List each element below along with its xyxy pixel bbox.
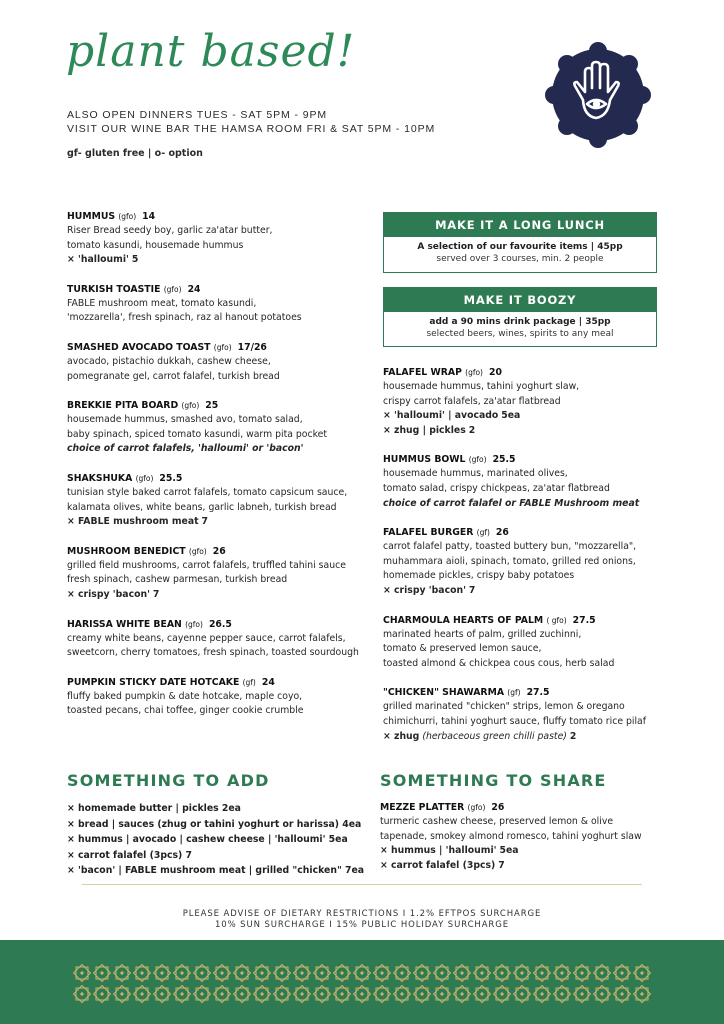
item-heading: [67, 283, 367, 297]
menu-title: plant based!: [66, 26, 356, 77]
pattern-motif: [274, 986, 291, 1003]
extra-price: 7: [468, 584, 476, 596]
item-name: HUMMUS: [67, 211, 116, 222]
right-menu-column: [383, 366, 683, 759]
item-name: MEZZE PLATTER: [380, 802, 465, 813]
pattern-motif: [74, 965, 91, 982]
item-name: TURKISH TOASTIE: [67, 283, 161, 295]
item-heading: [380, 801, 680, 815]
item-description: tapenade, smokey almond romesco, tahini yoghurt slaw: [380, 830, 642, 842]
extra-label: × zhug: [383, 730, 420, 742]
boozy-title: MAKE IT BOOZY: [384, 288, 656, 312]
add-line: × hummus | avocado | cashew cheese | 'halloumi' 5ea: [67, 834, 348, 845]
item-dietary-tag: (gfo): [163, 284, 182, 294]
item-extra: [380, 859, 680, 874]
item-dietary-tag: (gf): [476, 528, 490, 538]
hamsa-logo: [545, 42, 651, 148]
item-description: baby spinach, spiced tomato kasundi, warm pita pocket: [67, 428, 327, 440]
pattern-motif: [94, 986, 111, 1003]
menu-item: [383, 686, 683, 744]
item-description: fluffy baked pumpkin & date hotcake, maple coyo,: [67, 690, 303, 702]
pattern-motif: [314, 986, 331, 1003]
item-name: SHAKSHUKA: [67, 472, 133, 484]
item-dietary-tag: (gfo): [188, 546, 207, 556]
boozy-detail: selected beers, wines, spirits to any meal: [426, 329, 614, 339]
item-description: grilled marinated "chicken" strips, lemon & oregano: [383, 701, 625, 713]
item-description: homemade pickles, crispy baby potatoes: [383, 570, 575, 582]
pattern-motif: [114, 965, 131, 982]
item-price: 24: [261, 676, 275, 688]
item-choice: choice of carrot falafels, 'halloumi' or 'bacon': [67, 443, 304, 455]
item-dietary-tag: (gfo): [185, 619, 203, 629]
item-price: 25.5: [492, 454, 516, 466]
item-description: housemade hummus, marinated olives,: [383, 468, 568, 480]
pattern-motif: [394, 986, 411, 1003]
pattern-motif: [174, 965, 191, 982]
item-heading: [67, 618, 367, 632]
left-menu-column: [67, 210, 367, 734]
pattern-motif: [374, 986, 391, 1003]
pattern-motif: [294, 986, 311, 1003]
item-description: toasted almond & chickpea cous cous, herb salad: [383, 657, 615, 669]
pattern-motif: [214, 965, 231, 982]
menu-item: [383, 453, 683, 511]
pattern-motif: [174, 986, 191, 1003]
item-heading: [67, 341, 367, 355]
pattern-motif: [574, 965, 591, 982]
item-name: SMASHED AVOCADO TOAST: [67, 341, 211, 353]
extra-price: 7: [498, 859, 505, 871]
boozy-box: [383, 287, 657, 347]
extra-label: × FABLE mushroom meat: [67, 516, 199, 528]
pattern-motif: [194, 965, 211, 982]
pattern-motif: [494, 965, 511, 982]
item-price: 14: [142, 211, 156, 222]
dietary-notice: PLEASE ADVISE OF DIETARY RESTRICTIONS I 1.2% EFTPOS SURCHARGE: [182, 909, 542, 919]
extra-label: × zhug | pickles: [383, 424, 466, 436]
item-price: 20: [488, 367, 502, 378]
item-description: tunisian style baked carrot falafels, tomato capsicum sauce,: [67, 486, 348, 498]
item-dietary-tag: (gfo): [465, 368, 483, 377]
extra-price: 5ea: [499, 845, 519, 857]
add-line: × bread | sauces (zhug or tahini yoghurt or harissa) 4ea: [67, 818, 362, 830]
pattern-motif: [634, 965, 651, 982]
pattern-motif: [454, 965, 471, 982]
item-dietary-tag: ( gfo): [546, 615, 567, 625]
pattern-motif: [514, 986, 531, 1003]
extra-price: 7: [201, 516, 209, 528]
item-price: 27.5: [526, 687, 550, 699]
item-heading: [67, 210, 367, 224]
share-block: [380, 801, 680, 888]
item-description: crispy carrot falafels, za'atar flatbread: [383, 395, 561, 407]
item-description: avocado, pistachio dukkah, cashew cheese,: [67, 355, 271, 367]
pattern-motif: [274, 965, 291, 982]
menu-item: [67, 399, 367, 457]
pattern-motif: [114, 986, 131, 1003]
add-section-title: SOMETHING TO ADD: [67, 771, 270, 790]
pattern-motif: [354, 965, 371, 982]
pattern-motif: [254, 965, 271, 982]
item-description: tomato & preserved lemon sauce,: [383, 643, 542, 655]
dietary-key: gf- gluten free | o- option: [67, 148, 203, 159]
pattern-motif: [414, 965, 431, 982]
item-description: housemade hummus, tahini yoghurt slaw,: [383, 381, 580, 392]
item-heading: [383, 366, 683, 380]
pattern-motif: [334, 965, 351, 982]
extra-price: 2: [569, 730, 577, 742]
extra-label: × 'halloumi': [67, 254, 129, 266]
item-description: fresh spinach, cashew parmesan, turkish bread: [67, 574, 288, 586]
item-price: 26: [491, 802, 505, 813]
item-name: CHARMOULA HEARTS OF PALM: [383, 614, 544, 626]
menu-item: [383, 614, 683, 672]
pattern-motif: [454, 986, 471, 1003]
pattern-motif: [74, 986, 91, 1003]
pattern-motif: [234, 965, 251, 982]
extra-label: × 'halloumi' | avocado: [383, 410, 499, 422]
menu-item: [67, 341, 367, 384]
item-heading: [67, 472, 367, 486]
menu-item: [67, 283, 367, 326]
item-dietary-tag: (gf): [507, 688, 521, 698]
extra-price: 5ea: [501, 410, 521, 422]
menu-item: [67, 618, 367, 661]
dinner-hours: ALSO OPEN DINNERS TUES - SAT 5PM - 9PM: [67, 109, 328, 121]
pattern-motif: [474, 986, 491, 1003]
item-extra: [67, 253, 367, 268]
item-name: "CHICKEN" SHAWARMA: [383, 687, 505, 699]
menu-item: [67, 472, 367, 530]
item-description: tomato salad, crispy chickpeas, za'atar flatbread: [383, 482, 610, 494]
pattern-motif: [294, 965, 311, 982]
pattern-motif: [314, 965, 331, 982]
geometric-pattern: [72, 963, 652, 1005]
item-price: 26: [495, 527, 509, 539]
pattern-motif: [134, 986, 151, 1003]
pattern-motif: [614, 965, 631, 982]
extra-label: × hummus | 'halloumi': [380, 845, 497, 857]
item-price: 25.5: [159, 472, 183, 484]
item-description: 'mozzarella', fresh spinach, raz al hanout potatoes: [67, 312, 302, 324]
pattern-motif: [394, 965, 411, 982]
extra-label: × carrot falafel (3pcs): [380, 859, 496, 871]
item-description: muhammara aioli, spinach, tomato, grilled red onions,: [383, 555, 636, 567]
item-dietary-tag: (gf): [242, 677, 256, 687]
item-description: housemade hummus, smashed avo, tomato salad,: [67, 414, 303, 426]
item-description: pomegranate gel, carrot falafel, turkish bread: [67, 370, 280, 382]
item-extra: [383, 424, 683, 439]
add-line: × homemade butter | pickles 2ea: [67, 803, 241, 814]
pattern-motif: [354, 986, 371, 1003]
item-price: 25: [205, 400, 219, 412]
item-heading: [67, 676, 367, 690]
item-name: FALAFEL WRAP: [383, 367, 462, 378]
item-choice: choice of carrot falafel or FABLE Mushroom meat: [383, 497, 640, 509]
pattern-motif: [374, 965, 391, 982]
pattern-motif: [574, 986, 591, 1003]
add-line: × carrot falafel (3pcs) 7: [67, 849, 192, 861]
pattern-motif: [414, 986, 431, 1003]
long-lunch-detail: served over 3 courses, min. 2 people: [436, 254, 604, 264]
item-name: BREKKIE PITA BOARD: [67, 400, 179, 412]
logo-badge: [545, 42, 651, 148]
pattern-motif: [234, 986, 251, 1003]
item-price: 17/26: [237, 341, 267, 353]
item-description: Riser Bread seedy boy, garlic za'atar butter,: [67, 225, 273, 236]
item-dietary-tag: (gfo): [135, 473, 154, 483]
long-lunch-price: A selection of our favourite items | 45pp: [417, 242, 623, 252]
wine-bar-hours: VISIT OUR WINE BAR THE HAMSA ROOM FRI & SAT 5PM - 10PM: [67, 123, 436, 135]
item-description: carrot falafel patty, toasted buttery bun, "mozzarella",: [383, 541, 637, 553]
item-price: 27.5: [572, 614, 596, 626]
pattern-motif: [534, 965, 551, 982]
divider: [82, 884, 642, 885]
item-name: HARISSA WHITE BEAN: [67, 618, 182, 630]
pattern-motif: [594, 965, 611, 982]
item-price: 26: [212, 545, 226, 557]
share-section-title: SOMETHING TO SHARE: [380, 771, 607, 790]
pattern-motif: [334, 986, 351, 1003]
pattern-motif: [494, 986, 511, 1003]
extra-label: × crispy 'bacon': [383, 584, 466, 596]
item-heading: [383, 453, 683, 467]
surcharge-notice: 10% SUN SURCHARGE I 15% PUBLIC HOLIDAY SURCHARGE: [214, 920, 509, 930]
item-description: creamy white beans, cayenne pepper sauce, carrot falafels,: [67, 632, 346, 644]
pattern-motif: [634, 986, 651, 1003]
item-heading: [67, 399, 367, 413]
pattern-motif: [254, 986, 271, 1003]
item-extra: [383, 409, 683, 424]
item-heading: [383, 526, 683, 540]
item-name: FALAFEL BURGER: [383, 527, 474, 539]
item-price: 26.5: [208, 618, 232, 630]
item-dietary-tag: (gfo): [213, 342, 232, 352]
pattern-motif: [134, 965, 151, 982]
pattern-motif: [154, 965, 171, 982]
menu-item: [383, 526, 683, 598]
item-price: 24: [187, 283, 201, 295]
long-lunch-title: MAKE IT A LONG LUNCH: [384, 213, 656, 237]
pattern-motif: [554, 965, 571, 982]
item-heading: [67, 545, 367, 559]
menu-item: [67, 210, 367, 268]
menu-item: [67, 545, 367, 603]
item-description: marinated hearts of palm, grilled zuchinni,: [383, 628, 582, 640]
item-heading: [383, 614, 683, 628]
pattern-motif: [194, 986, 211, 1003]
item-extra: [67, 515, 367, 530]
pattern-motif: [434, 986, 451, 1003]
item-extra: [383, 584, 683, 599]
item-description: kalamata olives, white beans, garlic labneh, turkish bread: [67, 501, 337, 513]
pattern-motif: [554, 986, 571, 1003]
item-description: turmeric cashew cheese, preserved lemon & olive: [380, 816, 614, 827]
menu-item: [383, 366, 683, 438]
item-dietary-tag: (gfo): [118, 212, 137, 221]
item-description: tomato kasundi, housemade hummus: [67, 239, 244, 251]
boozy-price: add a 90 mins drink package | 35pp: [429, 317, 611, 327]
item-name: MUSHROOM BENEDICT: [67, 545, 186, 557]
item-description: FABLE mushroom meat, tomato kasundi,: [67, 297, 257, 309]
long-lunch-box: [383, 212, 657, 273]
item-description: chimichurri, tahini yoghurt sauce, fluffy tomato rice pilaf: [383, 715, 647, 727]
item-heading: [383, 686, 683, 700]
pattern-motif: [614, 986, 631, 1003]
item-dietary-tag: (gfo): [181, 401, 200, 411]
extra-label: × crispy 'bacon': [67, 588, 150, 600]
extra-price: 5: [131, 254, 139, 266]
item-extra: [380, 844, 680, 859]
pattern-motif: [434, 965, 451, 982]
pattern-motif: [94, 965, 111, 982]
extra-price: 2: [468, 424, 476, 436]
item-extra: [67, 588, 367, 603]
item-dietary-tag: (gfo): [467, 803, 486, 812]
pattern-motif: [214, 986, 231, 1003]
item-extra: [383, 730, 683, 745]
item-dietary-tag: (gfo): [468, 455, 487, 465]
item-description: sweetcorn, cherry tomatoes, fresh spinach, toasted sourdough: [67, 647, 359, 659]
pattern-motif: [534, 986, 551, 1003]
pattern-motif: [594, 986, 611, 1003]
extra-price: 7: [152, 588, 160, 600]
item-description: toasted pecans, chai toffee, ginger cookie crumble: [67, 705, 304, 717]
pattern-motif: [514, 965, 531, 982]
item-name: HUMMUS BOWL: [383, 454, 466, 466]
pattern-motif: [154, 986, 171, 1003]
pattern-motif: [474, 965, 491, 982]
item-description: grilled field mushrooms, carrot falafels, truffled tahini sauce: [67, 559, 346, 571]
extra-note: (herbaceous green chilli paste): [422, 730, 567, 742]
menu-item: [67, 676, 367, 719]
add-list: [67, 801, 364, 879]
add-line: × 'bacon' | FABLE mushroom meat | grilled "chicken" 7ea: [67, 865, 365, 876]
item-name: PUMPKIN STICKY DATE HOTCAKE: [67, 676, 240, 688]
menu-item: [380, 801, 680, 873]
